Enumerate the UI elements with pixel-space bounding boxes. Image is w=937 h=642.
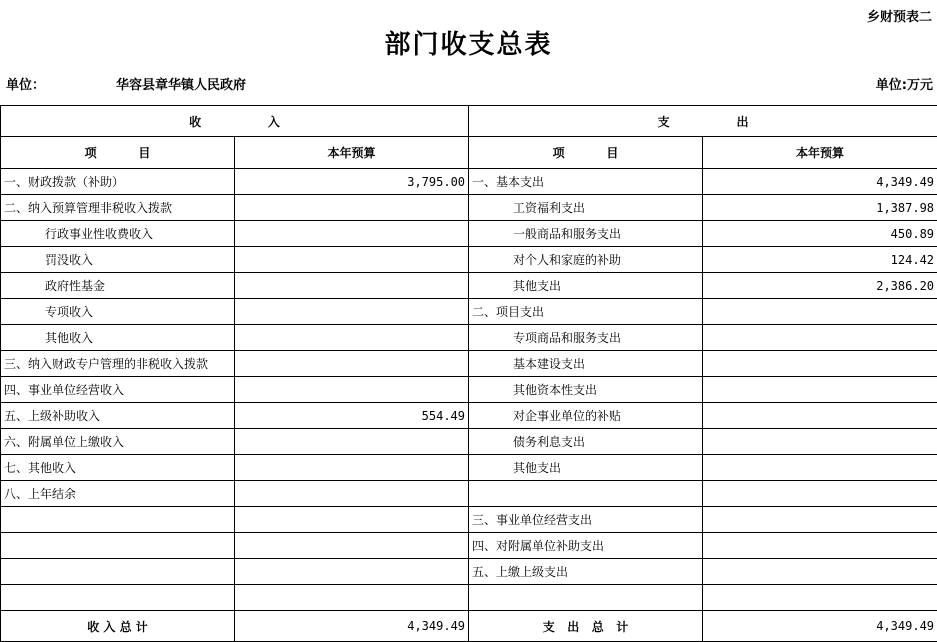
table-row (1, 585, 937, 611)
totals-row (1, 611, 937, 642)
income-value-cell (235, 221, 469, 247)
income-item-cell: 七、其他收入 (1, 455, 235, 481)
income-value-cell (235, 533, 469, 559)
expense-value-cell (703, 533, 937, 559)
budget-table (0, 105, 937, 642)
table-row (1, 247, 937, 273)
income-item-cell: 专项收入 (1, 299, 235, 325)
expense-item-cell: 五、上缴上级支出 (469, 559, 703, 585)
income-item-header: 项 目 (1, 137, 235, 169)
income-value-cell (235, 377, 469, 403)
income-value-cell (235, 559, 469, 585)
expense-item-header: 项 目 (469, 137, 703, 169)
income-item-cell: 行政事业性收费收入 (1, 221, 235, 247)
income-value-cell (235, 507, 469, 533)
table-row (1, 481, 937, 507)
expense-value-cell (703, 377, 937, 403)
group-header-row (1, 106, 937, 137)
expense-item-cell: 一般商品和服务支出 (469, 221, 703, 247)
expense-item-cell: 其他支出 (469, 273, 703, 299)
income-group-header: 收 入 (1, 106, 469, 137)
income-item-cell: 政府性基金 (1, 273, 235, 299)
table-row (1, 195, 937, 221)
expense-budget-header: 本年预算 (703, 137, 937, 169)
income-value-cell (235, 247, 469, 273)
expense-item-cell: 二、项目支出 (469, 299, 703, 325)
income-value-cell (235, 195, 469, 221)
expense-value-cell (703, 585, 937, 611)
expense-item-cell: 四、对附属单位补助支出 (469, 533, 703, 559)
income-item-cell: 其他收入 (1, 325, 235, 351)
page-title: 部门收支总表 (0, 24, 937, 61)
income-item-cell: 八、上年结余 (1, 481, 235, 507)
income-total-value: 4,349.49 (235, 611, 469, 642)
expense-total-value: 4,349.49 (703, 611, 937, 642)
income-value-cell: 554.49 (235, 403, 469, 429)
income-value-cell (235, 325, 469, 351)
expense-item-cell: 一、基本支出 (469, 169, 703, 195)
table-row (1, 377, 937, 403)
expense-item-cell: 债务利息支出 (469, 429, 703, 455)
income-total-label: 收 入 总 计 (1, 611, 235, 642)
expense-value-cell (703, 507, 937, 533)
income-item-cell (1, 507, 235, 533)
expense-value-cell: 2,386.20 (703, 273, 937, 299)
expense-item-cell: 其他支出 (469, 455, 703, 481)
income-value-cell: 3,795.00 (235, 169, 469, 195)
expense-value-cell (703, 403, 937, 429)
table-row (1, 507, 937, 533)
expense-value-cell (703, 299, 937, 325)
income-item-cell: 五、上级补助收入 (1, 403, 235, 429)
expense-value-cell: 450.89 (703, 221, 937, 247)
income-item-cell: 三、纳入财政专户管理的非税收入拨款 (1, 351, 235, 377)
expense-value-cell: 1,387.98 (703, 195, 937, 221)
expense-value-cell (703, 429, 937, 455)
form-code: 乡财预表二 (867, 6, 932, 25)
expense-item-cell (469, 481, 703, 507)
income-item-cell: 罚没收入 (1, 247, 235, 273)
expense-item-cell: 基本建设支出 (469, 351, 703, 377)
income-value-cell (235, 585, 469, 611)
income-value-cell (235, 429, 469, 455)
expense-value-cell (703, 481, 937, 507)
expense-item-cell: 工资福利支出 (469, 195, 703, 221)
table-row (1, 351, 937, 377)
expense-total-label: 支 出 总 计 (469, 611, 703, 642)
expense-group-header: 支 出 (469, 106, 937, 137)
expense-value-cell: 124.42 (703, 247, 937, 273)
income-value-cell (235, 273, 469, 299)
income-item-cell (1, 585, 235, 611)
table-row (1, 559, 937, 585)
table-row (1, 429, 937, 455)
table-row (1, 403, 937, 429)
table-row (1, 221, 937, 247)
expense-value-cell: 4,349.49 (703, 169, 937, 195)
unit-label: 单位： (6, 74, 45, 93)
expense-item-cell: 其他资本性支出 (469, 377, 703, 403)
table-row (1, 169, 937, 195)
expense-value-cell (703, 325, 937, 351)
expense-item-cell: 专项商品和服务支出 (469, 325, 703, 351)
table-row (1, 273, 937, 299)
expense-item-cell (469, 585, 703, 611)
income-value-cell (235, 481, 469, 507)
expense-item-cell: 三、事业单位经营支出 (469, 507, 703, 533)
column-header-row (1, 137, 937, 169)
currency-unit: 单位:万元 (876, 74, 933, 93)
expense-value-cell (703, 455, 937, 481)
organization-name: 华容县章华镇人民政府 (116, 74, 246, 93)
table-row (1, 533, 937, 559)
income-value-cell (235, 299, 469, 325)
table-row (1, 299, 937, 325)
income-item-cell: 一、财政拨款（补助） (1, 169, 235, 195)
income-item-cell: 四、事业单位经营收入 (1, 377, 235, 403)
income-value-cell (235, 455, 469, 481)
income-item-cell (1, 559, 235, 585)
table-row (1, 455, 937, 481)
expense-item-cell: 对个人和家庭的补助 (469, 247, 703, 273)
income-budget-header: 本年预算 (235, 137, 469, 169)
income-item-cell (1, 533, 235, 559)
expense-value-cell (703, 351, 937, 377)
income-item-cell: 六、附属单位上缴收入 (1, 429, 235, 455)
income-item-cell: 二、纳入预算管理非税收入拨款 (1, 195, 235, 221)
table-row (1, 325, 937, 351)
expense-value-cell (703, 559, 937, 585)
expense-item-cell: 对企事业单位的补贴 (469, 403, 703, 429)
income-value-cell (235, 351, 469, 377)
